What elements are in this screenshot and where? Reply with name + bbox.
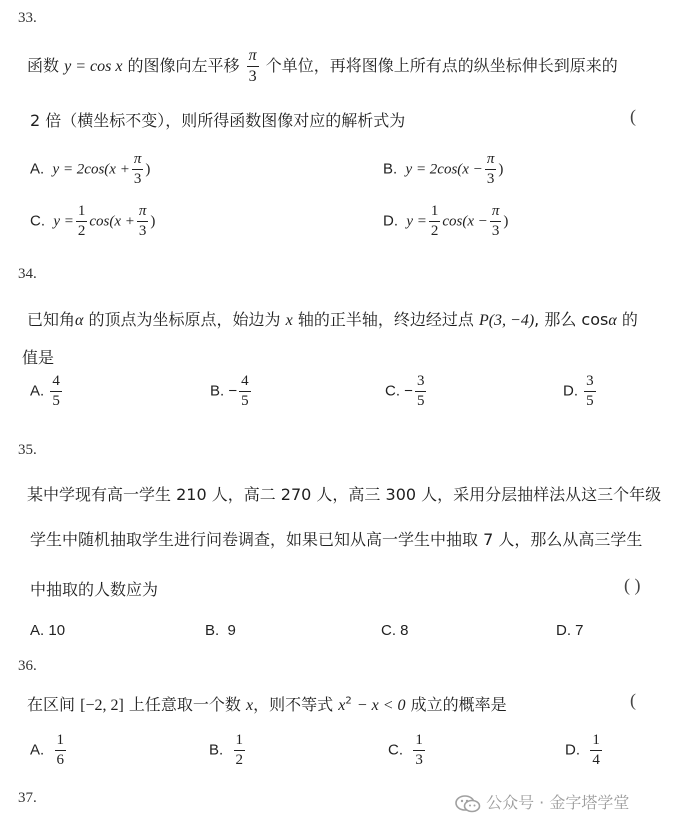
question-text-line3: 中抽取的人数应为 [30, 580, 159, 599]
question-text: 某中学现有高一学生 210 人，高二 270 人，高三 300 人，采用分层抽样法从这三个年级 [27, 485, 662, 504]
question-text-line2: 学生中随机抽取学生进行问卷调查，如果已知从高一学生中抽取 7 人，那么从高三学生 [30, 530, 643, 549]
option-c[interactable]: C. − $\frac{3}{5}$ [385, 373, 425, 409]
wechat-icon [455, 795, 481, 813]
answer-paren: ( [630, 106, 636, 126]
question-number: 36. [18, 658, 37, 674]
answer-paren: ( ) [624, 575, 641, 595]
question-number: 37. [18, 790, 37, 806]
math-formula: y = cos x [64, 58, 123, 75]
question-number: 33. [18, 10, 37, 26]
option-b[interactable]: B. $\frac{1}{2}$ [209, 732, 244, 768]
option-c[interactable]: C. $\frac{1}{3}$ [388, 732, 423, 768]
option-b[interactable]: B. y = 2cos(x − $\frac{\pi}{3}$ ) [383, 151, 504, 187]
option-b[interactable]: B. − $\frac{4}{5}$ [210, 373, 249, 409]
option-a[interactable]: A. $\frac{4}{5}$ [30, 373, 60, 409]
question-text-line2: 值是 [22, 348, 55, 367]
question-text-line2: 2 倍（横坐标不变），则所得函数图像对应的解析式为 [30, 111, 406, 130]
answer-paren: ( [630, 690, 636, 710]
text-segment: 的图像向左平移 [127, 56, 240, 75]
option-c[interactable]: C. y = $\frac{1}{2}$ cos(x + $\frac{\pi}{3}$ ) [30, 203, 156, 239]
option-b[interactable]: B. 9 [205, 622, 236, 639]
option-a[interactable]: A. $\frac{1}{6}$ [30, 732, 65, 768]
watermark-label: 公众号 · 金字塔学堂 [486, 793, 630, 812]
option-a[interactable]: A. y = 2cos(x + $\frac{\pi}{3}$ ) [30, 151, 151, 187]
question-text [27, 48, 618, 85]
fraction: $\frac{\pi}{3}$ [248, 47, 257, 85]
question-number: 34. [18, 266, 37, 282]
question-text: 在区间 [−2, 2] 上任意取一个数 x，则不等式 $x^2 - x < 0$ 成立的概率是 [27, 695, 507, 714]
text-segment: 个单位，再将图像上所有点的纵坐标伸长到原来的 [265, 56, 618, 75]
question-text: 已知角α 的顶点为坐标原点，始边为 x 轴的正半轴，终边经过点 P(3, −4), 那么 cosα 的 [27, 310, 638, 329]
option-c[interactable]: C. 8 [381, 622, 409, 639]
option-d[interactable]: D. $\frac{3}{5}$ [563, 373, 594, 409]
option-d[interactable]: D. y = $\frac{1}{2}$ cos(x − $\frac{\pi}{3}$ ) [383, 203, 509, 239]
question-number: 35. [18, 442, 37, 458]
option-a[interactable]: A. 10 [30, 622, 66, 639]
text-segment: 函数 [27, 56, 60, 75]
option-d[interactable]: D. 7 [556, 622, 584, 639]
watermark [455, 790, 629, 813]
option-d[interactable]: D. $\frac{1}{4}$ [565, 732, 600, 768]
